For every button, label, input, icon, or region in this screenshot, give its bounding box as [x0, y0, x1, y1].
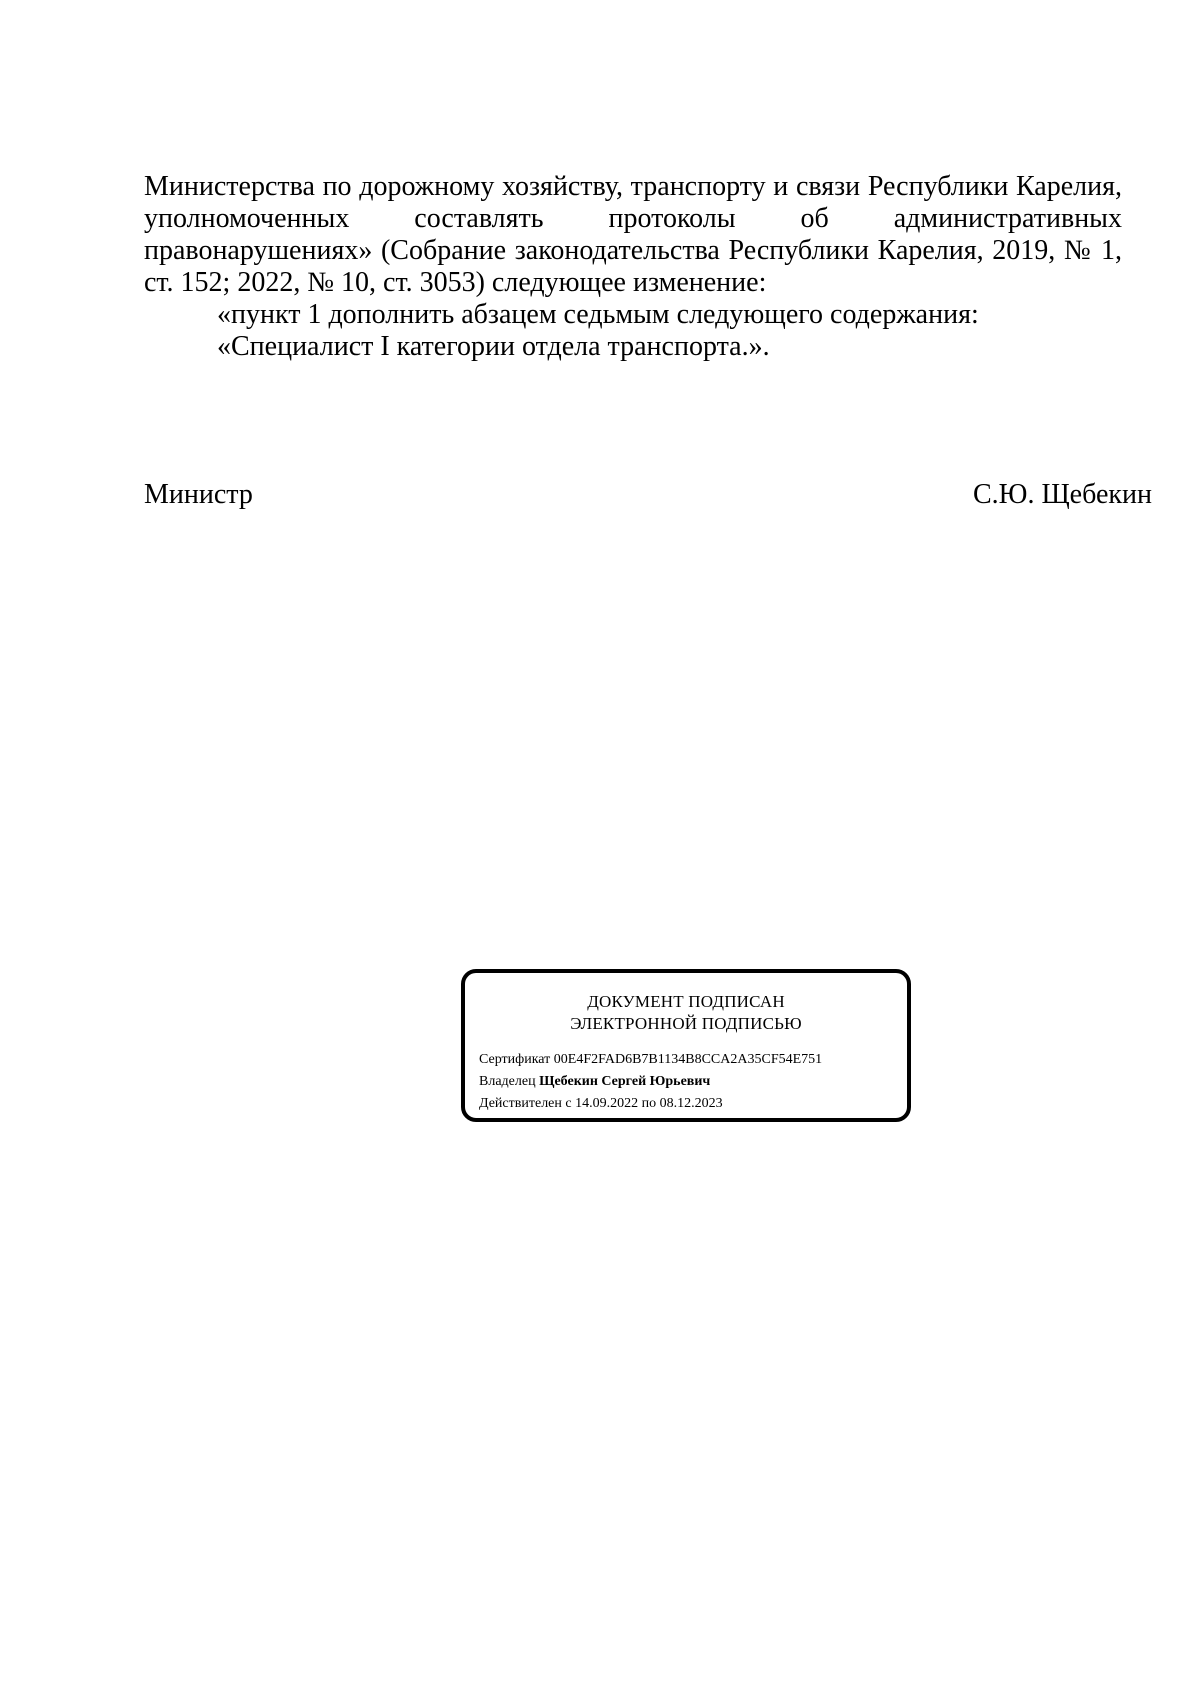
body-paragraph-item: «пункт 1 дополнить абзацем седьмым следующего содержания: — [217, 299, 979, 330]
stamp-title — [465, 991, 907, 1035]
body-paragraph-amendment: Министерства по дорожному хозяйству, транспорту и связи Республики Карелия, уполномоченных составлять протоколы об административных правонарушениях» (Собрание законодательства Республики Карелия, 2019, № 1, ст. 152; 2022, № 10, ст. 3053) следующее изменение: — [144, 171, 1122, 298]
certificate-value: 00E4F2FAD6B7B1134B8CCA2A35CF54E751 — [553, 1052, 823, 1067]
signature-block — [144, 479, 1152, 511]
stamp-certificate-line — [479, 1049, 822, 1071]
signatory-position: Министр — [144, 479, 253, 510]
document-body — [144, 171, 1122, 363]
stamp-title-line-1: ДОКУМЕНТ ПОДПИСАН — [587, 992, 785, 1011]
stamp-validity-line — [479, 1093, 822, 1115]
electronic-signature-stamp — [461, 969, 911, 1122]
valid-to: 08.12.2023 — [659, 1096, 723, 1111]
owner-label: Владелец — [479, 1074, 536, 1089]
body-paragraph-position: «Специалист I категории отдела транспорта.». — [217, 331, 770, 362]
stamp-owner-line — [479, 1071, 822, 1093]
stamp-title-line-2: ЭЛЕКТРОННОЙ ПОДПИСЬЮ — [570, 1014, 802, 1033]
signatory-name: С.Ю. Щебекин — [972, 479, 1152, 510]
valid-to-label: по — [641, 1096, 657, 1111]
owner-value: Щебекин Сергей Юрьевич — [539, 1074, 711, 1089]
stamp-details — [479, 1049, 822, 1115]
valid-from: 14.09.2022 — [575, 1096, 639, 1111]
certificate-label: Сертификат — [479, 1052, 551, 1067]
valid-label: Действителен с — [479, 1096, 572, 1111]
